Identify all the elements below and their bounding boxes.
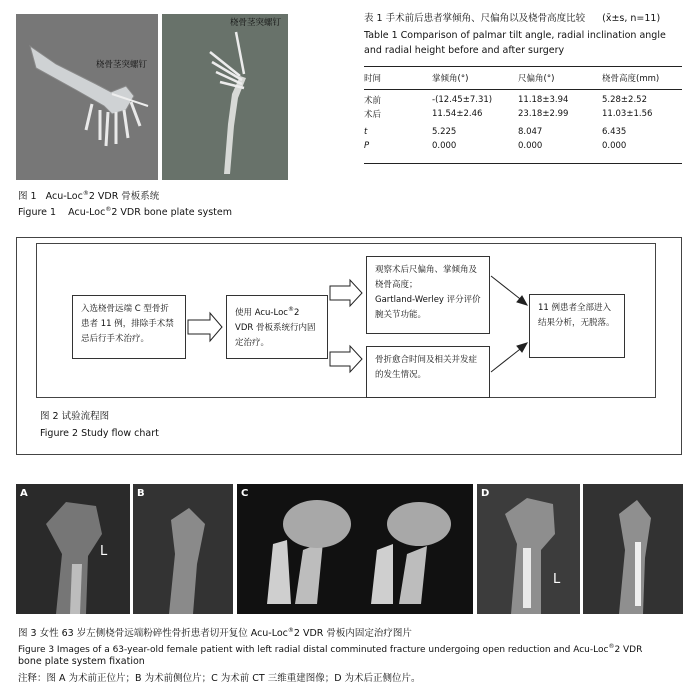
figure1-caption-en: Figure 1 Acu-Loc®2 VDR bone plate system bbox=[18, 206, 232, 219]
xray-panel-d-lateral bbox=[583, 484, 683, 614]
stylus-screw-annotation-right: 桡骨茎突螺钉 bbox=[230, 18, 282, 28]
hollow-arrow-2 bbox=[330, 280, 362, 306]
table-row: t 5.225 8.047 6.435 bbox=[364, 127, 627, 137]
xray-panel-b bbox=[133, 484, 233, 614]
figure2-caption-en: Figure 2 Study flow chart bbox=[40, 428, 159, 439]
panel-label-b: B bbox=[137, 488, 145, 499]
flow-box-treatment: 使用 Acu-Loc®2 VDR 骨板系统行内固定治疗。 bbox=[226, 295, 328, 359]
xray-panel-a bbox=[16, 484, 130, 614]
line-arrow-lower bbox=[491, 343, 527, 372]
table-row: P 0.000 0.000 0.000 bbox=[364, 141, 627, 151]
stylus-screw-annotation-left: 桡骨茎突螺钉 bbox=[96, 60, 148, 70]
figure3-caption-en-line2: bone plate system fixation bbox=[18, 656, 145, 667]
xray-d-lateral-illustration bbox=[583, 484, 683, 614]
xray-a-illustration bbox=[16, 484, 130, 614]
table1-title-cn: 表 1 手术前后患者掌倾角、尺偏角以及桡骨高度比较 (x̄±s, n=11) bbox=[364, 13, 661, 24]
flow-box-complications: 骨折愈合时间及相关并发症的发生情况。 bbox=[366, 346, 490, 398]
figure3-caption-cn: 图 3 女性 63 岁左侧桡骨远端粉碎性骨折患者切开复位 Acu-Loc®2 VDR 骨板内固定治疗图片 bbox=[18, 627, 412, 640]
side-marker-d: L bbox=[553, 572, 561, 587]
panel-label-d: D bbox=[481, 488, 490, 499]
table-row: 术后 11.54±2.46 23.18±2.99 11.03±1.56 bbox=[364, 109, 653, 120]
table-header-row: 时间 掌倾角(°) 尺偏角(°) 桡骨高度(mm) bbox=[364, 74, 660, 84]
xray-d-ap-illustration bbox=[477, 484, 580, 614]
panel-label-c: C bbox=[241, 488, 249, 499]
flow-box-analysis: 11 例患者全部进入结果分析，无脱落。 bbox=[529, 294, 625, 358]
ct-c-illustration bbox=[237, 484, 473, 614]
flow-box-observation: 观察术后尺偏角、掌倾角及桡骨高度； Gartland-Werley 评分评价腕关节功能。 bbox=[366, 256, 490, 334]
xray-panel-d-ap bbox=[477, 484, 580, 614]
line-arrow-upper bbox=[491, 276, 527, 305]
flow-box-enrollment: 入选桡骨远端 C 型骨折患者 11 例，排除手术禁忌后行手术治疗。 bbox=[72, 295, 186, 359]
side-marker-a: L bbox=[100, 544, 108, 559]
panel-label-a: A bbox=[20, 488, 28, 499]
table-row: 术前 -(12.45±7.31) 11.18±3.94 5.28±2.52 bbox=[364, 95, 647, 106]
hollow-arrow-3 bbox=[330, 346, 362, 372]
figure2-caption-cn: 图 2 试验流程图 bbox=[40, 411, 110, 422]
ct-3d-panel-c bbox=[237, 484, 473, 614]
figure1-caption-cn: 图 1 Acu-Loc®2 VDR 骨板系统 bbox=[18, 190, 160, 203]
figure3-note: 注释：图 A 为术前正位片；B 为术前侧位片；C 为术前 CT 三维重建图像；D 为术后正侧位片。 bbox=[18, 673, 421, 684]
table1-title-en-line1: Table 1 Comparison of palmar tilt angle, radial inclination angle bbox=[364, 30, 666, 41]
table1-title-en-line2: and radial height before and after surgery bbox=[364, 45, 565, 56]
xray-b-illustration bbox=[133, 484, 233, 614]
figure3-caption-en-line1: Figure 3 Images of a 63-year-old female patient with left radial distal comminuted fracture undergoing open reduction and Acu-Loc®2 VDR bbox=[18, 643, 643, 655]
hollow-arrow-1 bbox=[188, 313, 222, 341]
